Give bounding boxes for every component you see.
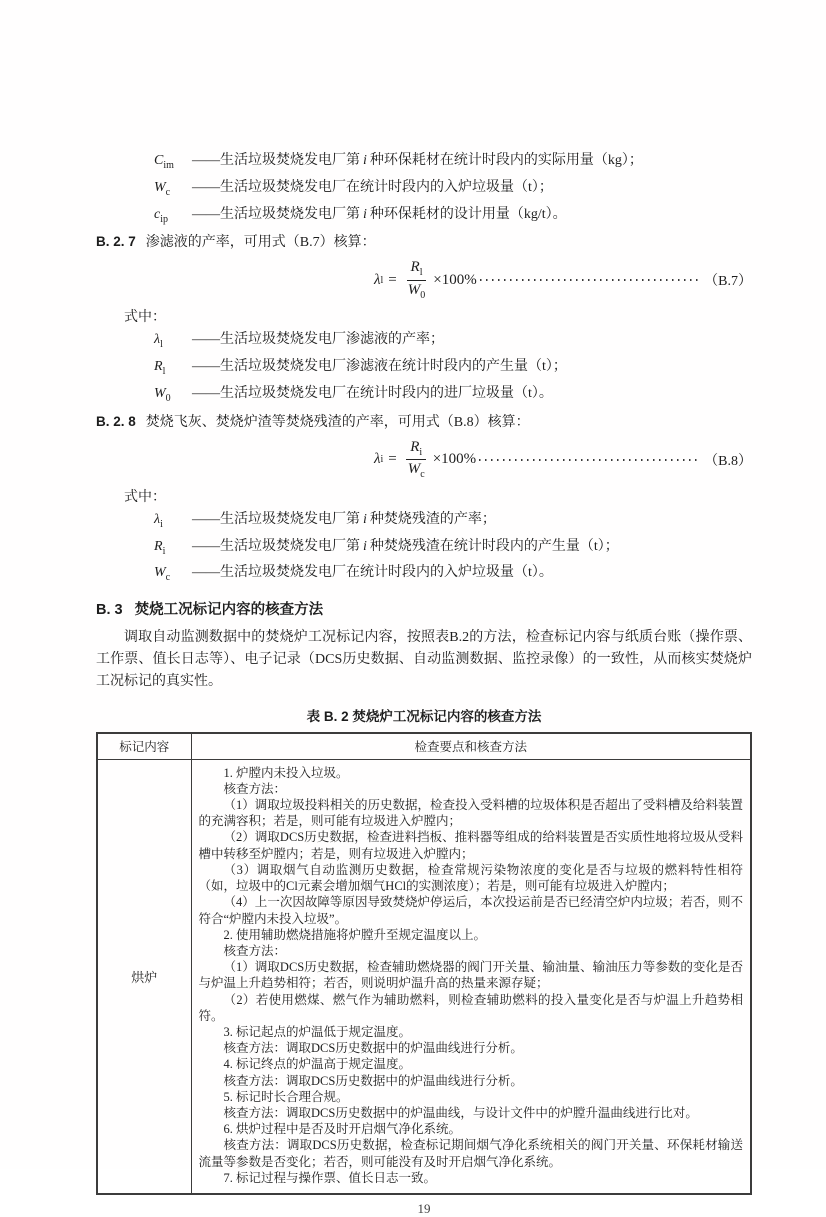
- formula-b8: [96, 437, 752, 483]
- formula-b7: [96, 257, 752, 303]
- table-cell-paragraph: （3）调取烟气自动监测历史数据，检查常规污染物浓度的变化是否与垃圾的燃料特性相符（如，垃圾中的Cl元素会增加烟气HCl的实测浓度）；若是，则可能有垃圾进入炉膛内；: [198, 862, 743, 894]
- table-cell-paragraph: 核查方法：调取DCS历史数据中的炉温曲线进行分析。: [223, 1073, 523, 1088]
- definition-text: ——生活垃圾焚烧发电厂渗滤液在统计时段内的产生量（t）；: [192, 359, 567, 375]
- table-header-check-method: 检查要点和核查方法: [191, 733, 751, 759]
- table-cell-paragraph: 1. 炉膛内未投入垃圾。: [223, 765, 349, 780]
- variable-symbol: $\lambda_i$: [154, 511, 163, 530]
- fraction-denominator: $W_c$: [407, 461, 425, 481]
- table-cell-paragraph: 3. 标记起点的炉温低于规定温度。: [223, 1024, 412, 1039]
- table-cell-paragraph: 核查方法：调取DCS历史数据中的炉温曲线，与设计文件中的炉膛升温曲线进行比对。: [223, 1105, 698, 1120]
- clause-title: 渗滤液的产率，可用式（B.7）核算：: [145, 235, 376, 251]
- table-cell-paragraph: （2）若使用燃煤、燃气作为辅助燃料，则检查辅助燃料的投入量变化是否与炉温上升趋势相符。: [198, 992, 743, 1023]
- formula-b7-label: （B.7）: [704, 274, 752, 290]
- table-row-label: 烘炉: [97, 759, 191, 1194]
- equals-sign: =: [388, 451, 397, 468]
- verification-table: [96, 732, 752, 1195]
- where-label: 式中：: [124, 489, 166, 505]
- section-heading-b3: [96, 597, 752, 623]
- definition-line: [96, 509, 752, 536]
- formula-b8-label: （B.8）: [704, 453, 752, 469]
- fraction-numerator: $R_i$: [406, 438, 426, 461]
- variable-symbol: $\lambda_l$: [154, 332, 163, 351]
- table-row: [97, 759, 751, 1194]
- definition-line: [96, 204, 752, 231]
- dotted-leader: [480, 279, 701, 281]
- formula-b7-math: λ l = $\frac{R_l}{W_0}$ ×100%: [374, 259, 477, 301]
- variable-symbol: $W_c$: [154, 565, 171, 584]
- definition-text: ——生活垃圾焚烧发电厂在统计时段内的入炉垃圾量（t）。: [192, 565, 553, 581]
- definition-text: ——生活垃圾焚烧发电厂在统计时段内的进厂垃圾量（t）。: [192, 385, 553, 401]
- definition-line: [96, 356, 752, 383]
- formula-b8-math: λ i = $\frac{R_i}{W_c}$ ×100%: [374, 438, 477, 481]
- table-caption: 表 B. 2 焚烧炉工况标记内容的核查方法: [306, 709, 542, 725]
- definition-list-b8: [96, 509, 752, 589]
- section-b3-paragraph: 调取自动监测数据中的焚烧炉工况标记内容，按照表B.2的方法，检查标记内容与纸质台账（操作票、工作票、值长日志等）、电子记录（DCS历史数据、自动监测数据、监控录像）的一致性，从而核实焚烧炉工况标记的真实性。: [96, 630, 752, 690]
- clause-number: B. 2. 8: [96, 413, 136, 429]
- table-cell-paragraph: 4. 标记终点的炉温高于规定温度。: [223, 1057, 412, 1072]
- table-cell-paragraphs: [199, 765, 744, 1186]
- table-row-content: [191, 759, 751, 1194]
- where-label: 式中：: [124, 310, 166, 326]
- table-cell-paragraph: （1）调取DCS历史数据，检查辅助燃烧器的阀门开关量、输油量、输油压力等参数的变化是否与炉温上升趋势相符；若否，则说明炉温升高的热量来源存疑；: [198, 960, 743, 991]
- page-content: [96, 0, 752, 1217]
- table-cell-paragraph: 核查方法：调取DCS历史数据中的炉温曲线进行分析。: [223, 1041, 523, 1056]
- definition-line: [96, 383, 752, 410]
- table-cell-paragraph: 6. 烘炉过程中是否及时开启烟气净化系统。: [223, 1122, 462, 1137]
- variable-symbol: $C_{im}$: [154, 153, 174, 171]
- definition-line: [96, 177, 752, 204]
- variable-symbol: $R_l$: [154, 359, 166, 377]
- dotted-leader: [479, 459, 701, 461]
- definition-text: ——生活垃圾焚烧发电厂在统计时段内的入炉垃圾量（t）；: [192, 179, 553, 195]
- definition-text: ——生活垃圾焚烧发电厂第 i 种焚烧残渣的产率；: [192, 511, 496, 527]
- definition-list-top: [96, 150, 752, 230]
- clause-b28: [96, 410, 752, 434]
- variable-symbol: $R_i$: [154, 538, 166, 557]
- equals-sign: =: [388, 271, 397, 288]
- page-number: 19: [417, 1200, 431, 1216]
- table-cell-paragraph: （4）上一次因故障等原因导致焚烧炉停运后，本次投运前是否已经清空炉内垃圾；若否，则不符合“炉膛内未投入垃圾”。: [198, 895, 743, 926]
- table-cell-paragraph: （2）调取DCS历史数据，检查进料挡板、推料器等组成的给料装置是否实质性地将垃圾从受料槽中转移至炉膛内；若是，则有垃圾进入炉膛内；: [198, 830, 743, 861]
- table-cell-paragraph: 核查方法：: [223, 781, 287, 796]
- clause-b27: [96, 230, 752, 254]
- variable-symbol: $W_c$: [154, 179, 171, 198]
- fraction-numerator: $R_l$: [407, 258, 427, 281]
- fraction-denominator: $W_0$: [407, 281, 426, 301]
- section-title: 焚烧工况标记内容的核查方法: [134, 602, 324, 619]
- formula-multiplier: ×100%: [433, 271, 477, 288]
- clause-title: 焚烧飞灰、焚烧炉渣等焚烧残渣的产率，可用式（B.8）核算：: [145, 414, 530, 430]
- fraction: [404, 258, 430, 302]
- variable-symbol: $c_{ip}$: [154, 206, 168, 225]
- definition-list-b7: [96, 329, 752, 409]
- formula-multiplier: ×100%: [432, 451, 477, 468]
- table-cell-paragraph: 核查方法：: [223, 943, 287, 958]
- fraction: [404, 438, 429, 482]
- definition-text: ——生活垃圾焚烧发电厂第 i 种焚烧残渣在统计时段内的产生量（t）；: [192, 538, 619, 554]
- clause-number: B. 2. 7: [96, 234, 136, 250]
- definition-line: [96, 562, 752, 589]
- table-cell-paragraph: 2. 使用辅助燃烧措施将炉膛升至规定温度以上。: [223, 927, 487, 942]
- definition-line: [96, 150, 752, 177]
- section-number: B. 3: [96, 602, 123, 619]
- definition-text: ——生活垃圾焚烧发电厂第 i 种环保耗材在统计时段内的实际用量（kg）；: [192, 153, 643, 168]
- definition-line: [96, 536, 752, 563]
- variable-symbol: $W_0$: [154, 385, 171, 404]
- table-header-row: [97, 733, 751, 759]
- definition-text: ——生活垃圾焚烧发电厂渗滤液的产率；: [192, 332, 444, 348]
- table-cell-paragraph: 核查方法：调取DCS历史数据，检查标记期间烟气净化系统相关的阀门开关量、环保耗材输送流量等参数是否变化；若否，则可能没有及时开启烟气净化系统。: [198, 1138, 743, 1169]
- table-header-mark-content: 标记内容: [97, 733, 191, 759]
- table-cell-paragraph: 5. 标记时长合理合规。: [223, 1089, 349, 1104]
- definition-text: ——生活垃圾焚烧发电厂第 i 种环保耗材的设计用量（kg/t）。: [192, 206, 567, 222]
- table-cell-paragraph: 7. 标记过程与操作票、值长日志一致。: [223, 1170, 437, 1185]
- table-cell-paragraph: （1）调取垃圾投料相关的历史数据，检查投入受料槽的垃圾体积是否超出了受料槽及给料装置的充满容积；若是，则可能有垃圾进入炉膛内；: [198, 798, 743, 829]
- definition-line: [96, 329, 752, 356]
